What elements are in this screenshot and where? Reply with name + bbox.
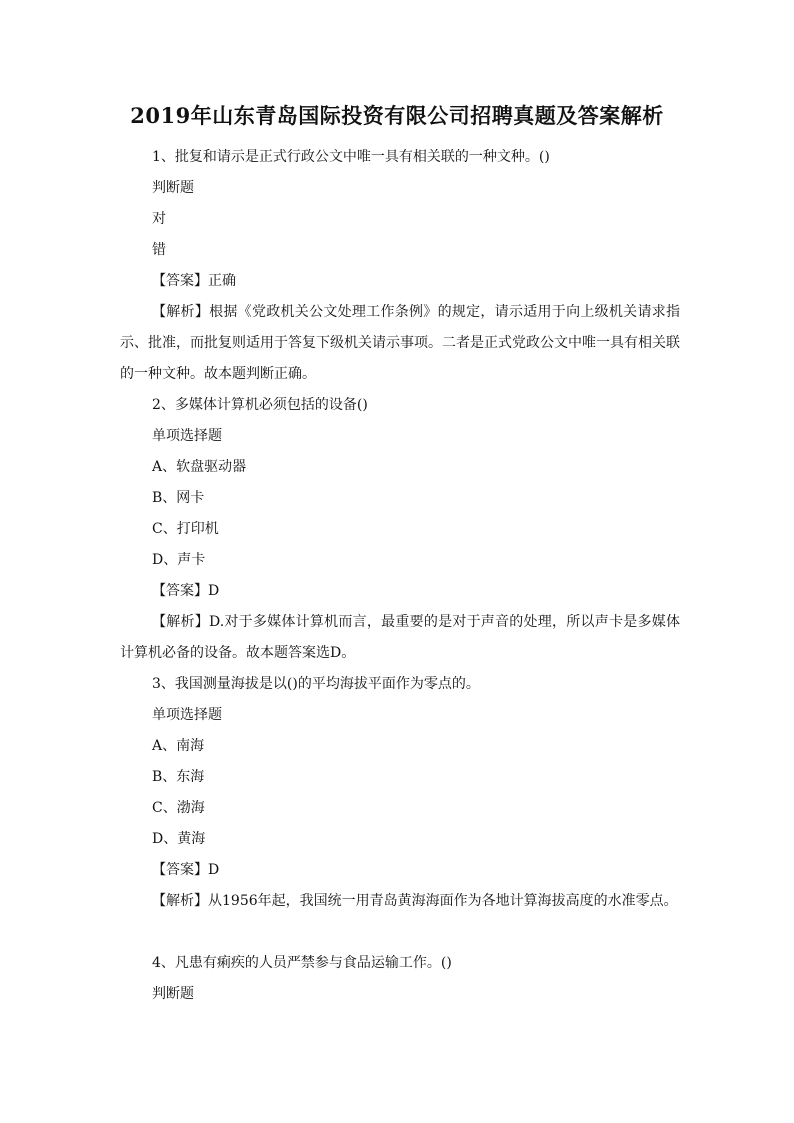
- answer-line: [120, 855, 680, 886]
- answer-label: 【答案】: [152, 273, 208, 289]
- answer-value: D: [208, 862, 220, 878]
- question-type: 单项选择题: [152, 428, 222, 444]
- question-1: [120, 142, 680, 390]
- question-2: [120, 390, 680, 669]
- answer-value: D: [208, 583, 220, 599]
- answer-line: [120, 266, 680, 297]
- option-item: B、东海: [152, 769, 205, 785]
- question-stem: 3、我国测量海拔是以()的平均海拔平面作为零点的。: [152, 676, 480, 692]
- analysis-text: D.对于多媒体计算机而言，最重要的是对于声音的处理，所以声卡是多媒体计算机必备的设备。故本题答案选D。: [120, 614, 680, 661]
- analysis-text: 从1956年起，我国统一用青岛黄海海面作为各地计算海拔高度的水准零点。: [208, 893, 678, 909]
- option-item: D、黄海: [152, 831, 206, 847]
- question-stem: 4、凡患有痢疾的人员严禁参与食品运输工作。(): [152, 955, 452, 971]
- question-type: 单项选择题: [152, 707, 222, 723]
- analysis-line: [120, 886, 680, 917]
- option-item: A、软盘驱动器: [152, 459, 247, 475]
- answer-label: 【答案】: [152, 583, 208, 599]
- option-item: 对: [152, 211, 166, 227]
- document-title: 2019年山东青岛国际投资有限公司招聘真题及答案解析: [130, 103, 664, 128]
- analysis-label: 【解析】: [152, 614, 209, 630]
- analysis-text: 根据《党政机关公文处理工作条例》的规定，请示适用于向上级机关请求指示、批准，而批复则适用于答复下级机关请示事项。二者是正式党政公文中唯一具有相关联的一种文种。故本题判断正确。: [120, 304, 681, 382]
- blank-line: [120, 917, 680, 948]
- option-item: A、南海: [152, 738, 205, 754]
- question-4: [120, 948, 680, 1010]
- option-item: C、打印机: [152, 521, 219, 537]
- option-item: D、声卡: [152, 552, 206, 568]
- option-item: B、网卡: [152, 490, 205, 506]
- document-body: [120, 142, 680, 1010]
- answer-label: 【答案】: [152, 862, 208, 878]
- answer-value: 正确: [208, 273, 236, 289]
- analysis-label: 【解析】: [152, 304, 210, 320]
- question-stem: 2、多媒体计算机必须包括的设备(): [152, 397, 368, 413]
- question-type: 判断题: [152, 180, 194, 196]
- option-item: C、渤海: [152, 800, 205, 816]
- question-stem: 1、批复和请示是正式行政公文中唯一具有相关联的一种文种。(): [152, 149, 550, 165]
- option-item: 错: [152, 242, 166, 258]
- question-type: 判断题: [152, 986, 194, 1002]
- analysis-line: [120, 297, 680, 390]
- analysis-line: [120, 607, 680, 669]
- analysis-label: 【解析】: [152, 893, 208, 909]
- question-3: [120, 669, 680, 917]
- answer-line: [120, 576, 680, 607]
